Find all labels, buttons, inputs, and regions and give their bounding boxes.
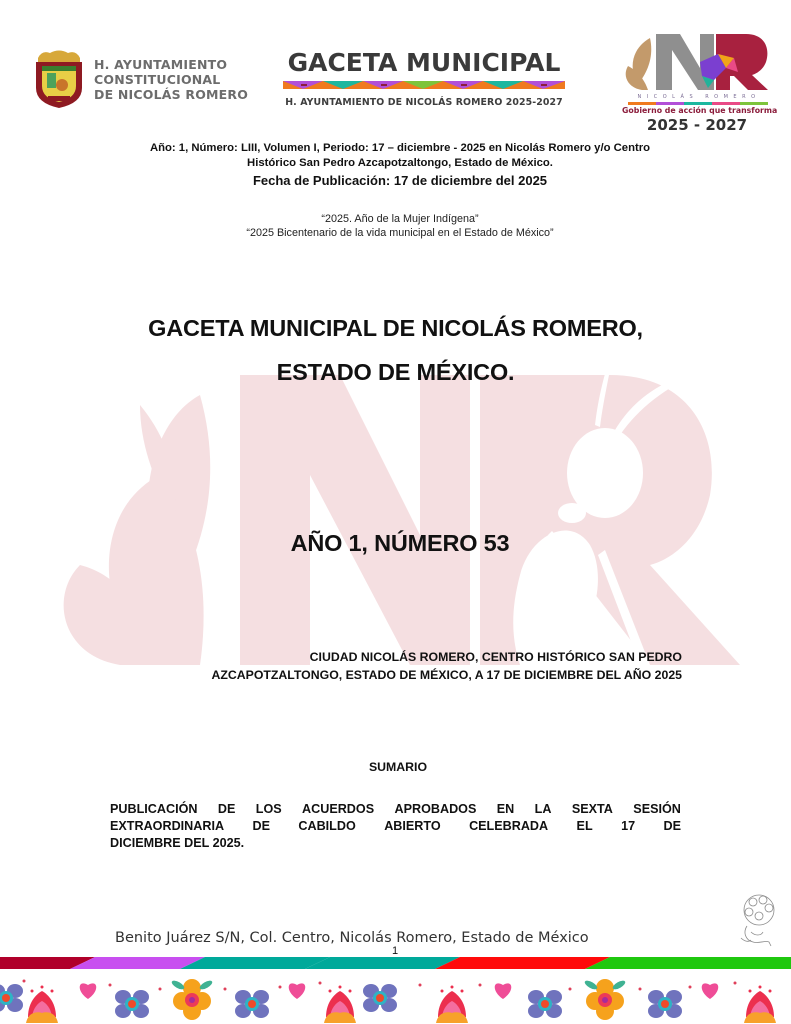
municipal-logo <box>32 48 248 110</box>
summary-word: EXTRAORDINARIA <box>110 819 225 833</box>
summary-word: 17 <box>621 819 636 833</box>
summary-line-1 <box>110 801 681 818</box>
summary-word: SEXTA <box>571 802 613 816</box>
summary-word: LA <box>534 802 552 816</box>
summary-word: SESIÓN <box>633 802 681 816</box>
summary-word: DE <box>252 819 270 833</box>
summary-word: EN <box>496 802 515 816</box>
title-line-1: GACETA MUNICIPAL DE NICOLÁS ROMERO, <box>148 315 643 341</box>
summary-line-3: DICIEMBRE DEL 2025. <box>110 836 245 850</box>
location-date <box>100 648 682 684</box>
page-title <box>60 306 731 394</box>
nr-logo-icon <box>622 28 772 94</box>
gaceta-logo-subtitle: H. AYUNTAMIENTO DE NICOLÁS ROMERO 2025-2027 <box>285 97 563 108</box>
summary-body <box>110 801 681 852</box>
footer-color-bar <box>0 957 791 969</box>
motto-2: “2025 Bicentenario de la vida municipal en el Estado de México” <box>246 227 554 239</box>
logo-line-1: H. AYUNTAMIENTO <box>94 56 228 72</box>
summary-word: CELEBRADA <box>469 819 549 833</box>
nr-watermark-icon <box>50 365 750 665</box>
issue-number: AÑO 1, NÚMERO 53 <box>290 530 510 556</box>
publication-date: Fecha de Publicación: 17 de diciembre del 2025 <box>252 173 548 188</box>
cherub-illustration-icon <box>733 892 781 948</box>
summary-word: ACUERDOS <box>302 802 375 816</box>
summary-word: APROBADOS <box>394 802 477 816</box>
summary-heading: SUMARIO <box>368 760 428 774</box>
municipal-coat-of-arms-icon <box>32 48 86 110</box>
summary-word: ABIERTO <box>384 819 441 833</box>
title-line-2: ESTADO DE MÉXICO. <box>276 359 515 385</box>
nr-logo-slogan: Gobierno de acción que transforma <box>622 106 778 115</box>
nr-government-logo <box>622 28 778 140</box>
meta-line-1: Año: 1, Número: LIII, Volumen I, Periodo: 17 – diciembre - 2025 en Nicolás Romero y/o Centro <box>149 142 651 154</box>
official-mottos <box>100 212 700 240</box>
location-line-1: CIUDAD NICOLÁS ROMERO, CENTRO HISTÓRICO SAN PEDRO <box>309 650 682 664</box>
summary-word: CABILDO <box>298 819 356 833</box>
publication-meta <box>100 141 700 190</box>
gaceta-logo-title: GACETA MUNICIPAL <box>287 48 561 77</box>
footer-address: Benito Juárez S/N, Col. Centro, Nicolás Romero, Estado de México <box>115 930 589 946</box>
logo-line-2: CONSTITUCIONAL <box>94 71 221 87</box>
page-number: 1 <box>392 945 399 957</box>
zigzag-pattern-icon <box>283 81 565 89</box>
nr-color-strip-icon <box>628 102 768 105</box>
summary-word: PUBLICACIÓN <box>110 802 198 816</box>
summary-word: EL <box>576 819 593 833</box>
logo-line-3: DE NICOLÁS ROMERO <box>94 86 249 102</box>
summary-line-2 <box>110 818 681 835</box>
nr-logo-name: NICOLÁS ROMERO <box>637 94 761 100</box>
summary-word: LOS <box>255 802 282 816</box>
motto-1: “2025. Año de la Mujer Indígena” <box>321 213 479 225</box>
gaceta-logo <box>282 49 566 108</box>
page-header <box>0 40 791 140</box>
meta-line-2: Histórico San Pedro Azcapotzaltongo, Estado de México. <box>247 157 553 169</box>
location-line-2: AZCAPOTZALTONGO, ESTADO DE MÉXICO, A 17 DE DICIEMBRE DEL AÑO 2025 <box>211 668 682 682</box>
nr-logo-years: 2025 - 2027 <box>646 116 748 134</box>
summary-word: DE <box>663 819 681 833</box>
summary-word: DE <box>217 802 236 816</box>
floral-border-icon <box>0 975 791 1024</box>
